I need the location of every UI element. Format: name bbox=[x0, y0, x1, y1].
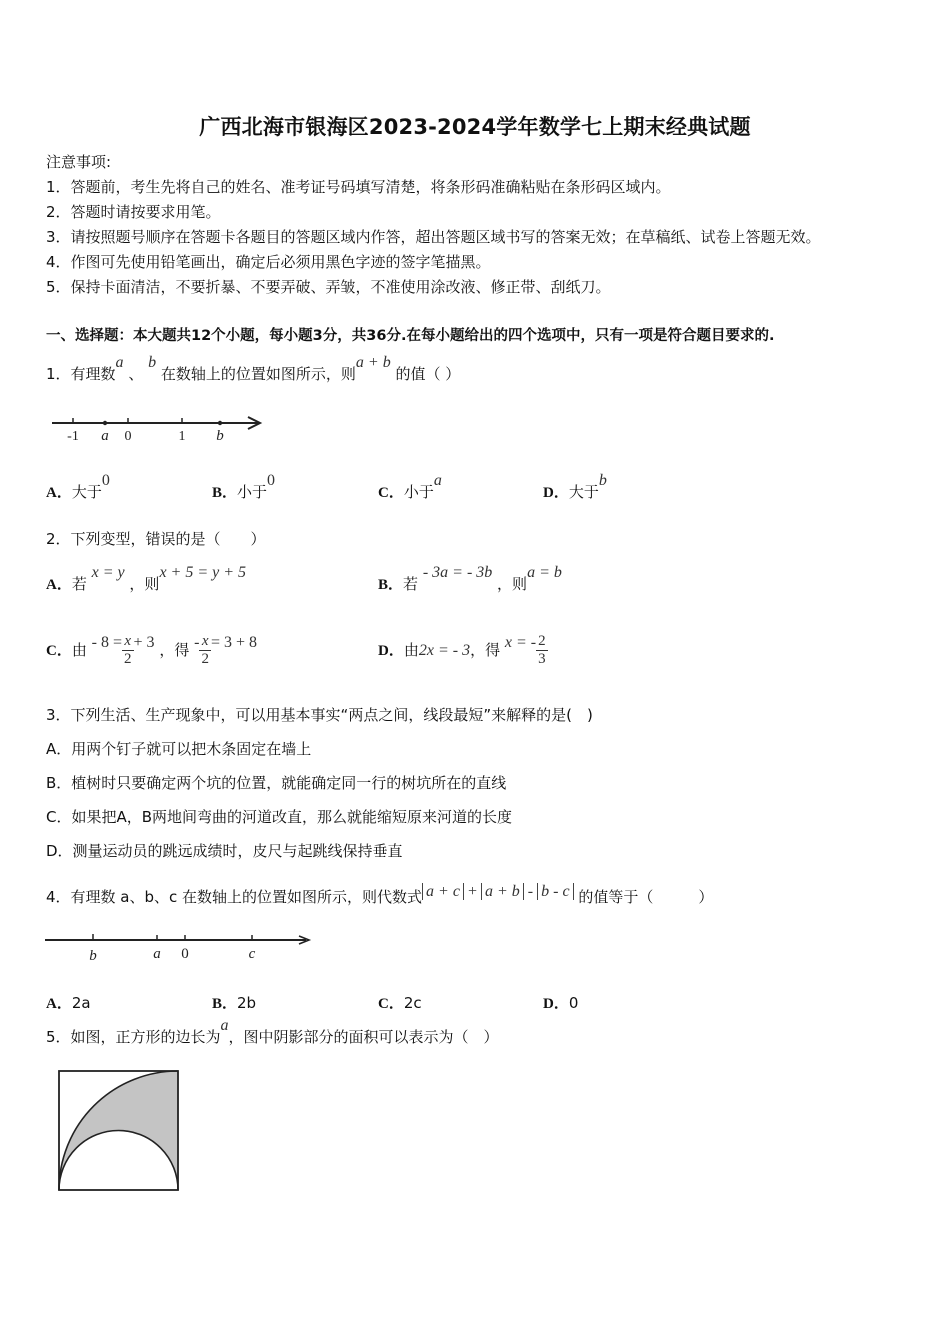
frac-den: 2 bbox=[201, 651, 209, 667]
notice-item-1: 1．答题前，考生先将自己的姓名、准考证号码填写清楚，将条形码准确粘贴在条形码区域内。 bbox=[46, 178, 671, 196]
option-text: 2b bbox=[237, 994, 257, 1012]
q4-suffix: 的值等于（ ） bbox=[578, 888, 714, 906]
option-text: ，得 bbox=[470, 641, 501, 659]
notice-item-4: 4．作图可先使用铅笔画出，确定后必须用黑色字迹的签字笔描黑。 bbox=[46, 253, 491, 271]
option-label: A． bbox=[46, 485, 72, 501]
option-math: 2x = - 3 bbox=[418, 642, 471, 659]
frac-num: x bbox=[199, 633, 211, 651]
fraction bbox=[536, 633, 548, 668]
option-math: + 3 bbox=[133, 634, 155, 651]
option-text: 0 bbox=[568, 994, 579, 1012]
option-math: - 8 = bbox=[91, 634, 122, 651]
option-math: - bbox=[194, 634, 200, 651]
q1-option-d[interactable] bbox=[543, 472, 607, 503]
option-label: C． bbox=[378, 996, 404, 1012]
notice-heading: 注意事项: bbox=[46, 153, 112, 171]
frac-den: 3 bbox=[538, 651, 546, 667]
option-text: ，得 bbox=[159, 641, 190, 659]
q1-label-a: a bbox=[101, 428, 109, 444]
q1-var-b: b bbox=[148, 354, 157, 371]
option-label: D． bbox=[543, 485, 569, 501]
option-text: 小于 bbox=[237, 483, 268, 501]
abs-term: a + c bbox=[422, 883, 464, 900]
q1-number-line bbox=[0, 400, 300, 450]
q2-option-b[interactable] bbox=[378, 564, 562, 595]
q1-mid: 在数轴上的位置如图所示，则 bbox=[160, 365, 356, 383]
option-math: x + 5 = y + 5 bbox=[159, 564, 247, 581]
frac-den: 2 bbox=[124, 651, 132, 667]
option-math: x = y bbox=[91, 564, 125, 581]
q1-option-c[interactable] bbox=[378, 472, 442, 503]
option-label: D． bbox=[543, 996, 569, 1012]
option-math: - 3a = - 3b bbox=[422, 564, 493, 581]
q4-label-a: a bbox=[153, 946, 161, 962]
option-math: 0 bbox=[267, 472, 276, 489]
abs-term: b - c bbox=[537, 883, 573, 900]
q4-stem: 4．有理数 a、b、c 在数轴上的位置如图所示，则代数式 bbox=[46, 888, 423, 906]
notice-item-5: 5．保持卡面清洁，不要折暴、不要弄破、弄皱，不准使用涂改液、修正带、刮纸刀。 bbox=[46, 278, 611, 296]
option-label: C． bbox=[378, 485, 404, 501]
q1-prefix: 1．有理数 bbox=[46, 365, 116, 383]
question-2: 2．下列变型，错误的是（ ） bbox=[46, 530, 266, 548]
option-label: D． bbox=[378, 643, 404, 659]
fraction bbox=[199, 633, 211, 668]
q5-square-figure bbox=[55, 1067, 185, 1197]
option-text: 由 bbox=[403, 641, 419, 659]
option-label: A． bbox=[46, 996, 72, 1012]
option-math: 0 bbox=[101, 472, 110, 489]
q1-label-neg1: -1 bbox=[67, 429, 79, 444]
q2-option-a[interactable] bbox=[46, 564, 247, 595]
fraction bbox=[122, 633, 134, 668]
option-label: A． bbox=[46, 577, 72, 593]
option-text: 2a bbox=[71, 994, 91, 1012]
option-text: 若 bbox=[403, 575, 419, 593]
option-math: = 3 + 8 bbox=[210, 634, 257, 651]
notice-item-2: 2．答题时请按要求用笔。 bbox=[46, 203, 221, 221]
frac-num: 2 bbox=[538, 633, 546, 649]
option-label: B． bbox=[378, 577, 404, 593]
operator: - bbox=[527, 883, 534, 900]
option-label: C． bbox=[46, 643, 72, 659]
option-math: a = b bbox=[527, 564, 562, 581]
q1-label-0: 0 bbox=[124, 429, 132, 444]
q1-option-a[interactable] bbox=[46, 472, 110, 503]
page-title: 广西北海市银海区2023-2024学年数学七上期末经典试题 bbox=[199, 115, 751, 139]
option-text: ，则 bbox=[129, 575, 160, 593]
option-text: 2c bbox=[403, 994, 422, 1012]
abs-term: a + b bbox=[481, 883, 524, 900]
option-text: 小于 bbox=[403, 483, 434, 501]
q4-label-0: 0 bbox=[181, 946, 189, 962]
q4-label-c: c bbox=[248, 946, 256, 962]
option-text: 若 bbox=[71, 575, 87, 593]
q1-option-b[interactable] bbox=[212, 472, 276, 503]
q4-option-d[interactable] bbox=[543, 993, 578, 1014]
q4-option-c[interactable] bbox=[378, 993, 422, 1014]
question-3: 3．下列生活、生产现象中，可以用基本事实“两点之间，线段最短”来解释的是( ) bbox=[46, 706, 593, 724]
q3-option-c[interactable]: C．如果把A，B两地间弯曲的河道改直，那么就能缩短原来河道的长度 bbox=[46, 808, 513, 826]
q1-expr: a + b bbox=[355, 354, 391, 371]
notice-item-3: 3．请按照题号顺序在答题卡各题目的答题区域内作答，超出答题区域书写的答案无效；在草稿纸、试卷上答题无效。 bbox=[46, 228, 821, 246]
q5-prefix: 5．如图，正方形的边长为 bbox=[46, 1028, 221, 1046]
section-heading: 一、选择题：本大题共12个小题，每小题3分，共36分.在每小题给出的四个选项中，只有一项是符合题目要求的. bbox=[46, 328, 775, 344]
option-text: 大于 bbox=[568, 483, 599, 501]
q5-suffix: ，图中阴影部分的面积可以表示为（ ） bbox=[228, 1028, 499, 1046]
frac-num: x bbox=[122, 633, 134, 651]
operator: + bbox=[467, 883, 477, 900]
question-5 bbox=[46, 1017, 499, 1048]
option-text: 由 bbox=[71, 641, 87, 659]
option-label: B． bbox=[212, 485, 238, 501]
option-text: 大于 bbox=[71, 483, 102, 501]
q4-number-line bbox=[0, 922, 330, 967]
q4-expression bbox=[422, 883, 574, 900]
q4-option-b[interactable] bbox=[212, 993, 256, 1014]
q1-suffix: 的值（ ） bbox=[395, 365, 461, 383]
q4-option-a[interactable] bbox=[46, 993, 91, 1014]
option-label: B． bbox=[212, 996, 238, 1012]
question-1 bbox=[46, 354, 461, 385]
q1-label-1: 1 bbox=[178, 429, 186, 444]
q3-option-d[interactable]: D．测量运动员的跳远成绩时，皮尺与起跳线保持垂直 bbox=[46, 842, 403, 860]
option-math: b bbox=[598, 472, 607, 489]
q2-option-c[interactable] bbox=[46, 630, 257, 671]
q3-option-a[interactable]: A．用两个钉子就可以把木条固定在墙上 bbox=[46, 740, 312, 758]
q3-option-b[interactable]: B．植树时只要确定两个坑的位置，就能确定同一行的树坑所在的直线 bbox=[46, 774, 507, 792]
q2-option-d[interactable] bbox=[378, 630, 548, 671]
option-text: ，则 bbox=[497, 575, 528, 593]
q1-label-b: b bbox=[216, 428, 224, 444]
q4-label-b: b bbox=[89, 948, 97, 964]
q1-var-a: a bbox=[115, 354, 124, 371]
option-math: x = - bbox=[504, 634, 537, 651]
q5-var-a: a bbox=[220, 1017, 229, 1034]
option-math: a bbox=[433, 472, 442, 489]
q1-sep: 、 bbox=[128, 365, 144, 383]
question-4 bbox=[46, 883, 714, 908]
